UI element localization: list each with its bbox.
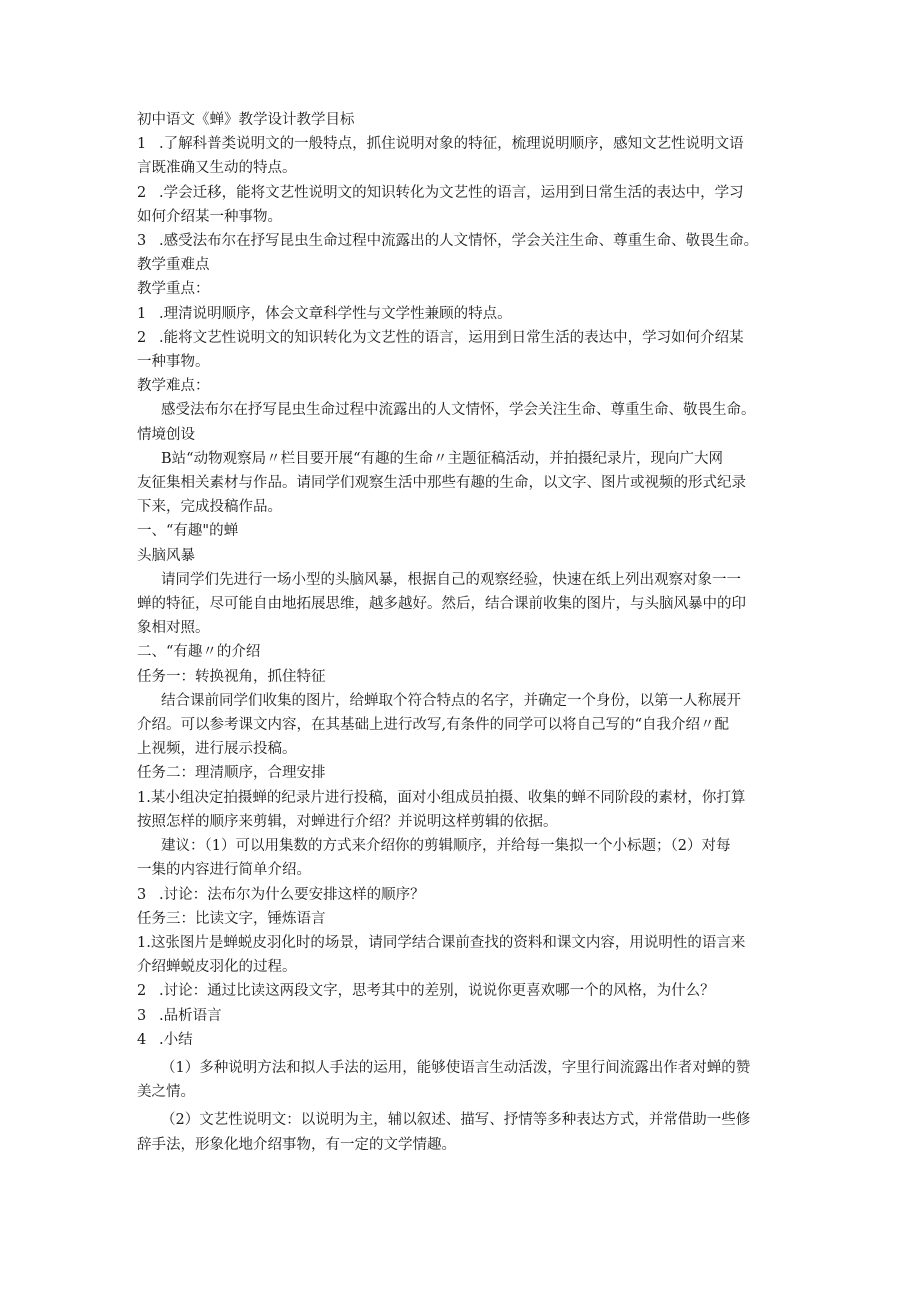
list-number: 3: [137, 886, 147, 903]
task-2-suggestion-line-1: 建议：（1）可以用集数的方式来介绍你的剪辑顺序，并给每一集拟一个小标题；（2）对每: [161, 838, 731, 855]
list-text: .能将文艺性说明文的知识转化为文艺性的语言，运用到日常生活的表达中，学习如何介绍某: [159, 329, 744, 346]
list-number: 3: [137, 1007, 147, 1024]
document-title: 初中语文《蝉》教学设计教学目标: [137, 112, 355, 128]
list-text: .讨论：通过比读这两段文字，思考其中的差别，说说你更喜欢哪一个的风格，为什么？: [159, 983, 715, 1000]
list-number: 4: [137, 1031, 147, 1048]
task-2-question-3: [137, 883, 797, 907]
section-heading-difficult: 教学难点：: [137, 378, 210, 395]
objective-3: [137, 229, 797, 253]
list-text: .品析语言: [159, 1007, 222, 1024]
objective-2: [137, 181, 797, 205]
part-1-heading: 一、“有趣"的蝉: [137, 523, 239, 540]
task-1-line-1: 结合课前同学们收集的图片，给蝉取个符合特点的名字，并确定一个身份，以第一人称展开: [161, 692, 741, 709]
task-3-question-4: [137, 1028, 797, 1052]
list-text: .感受法布尔在抒写昆虫生命过程中流露出的人文情怀，学会关注生命、尊重生命、敬畏生命。: [159, 233, 759, 250]
list-number: 2: [137, 329, 147, 346]
list-text: .了解科普类说明文的一般特点，抓住说明对象的特征，梳理说明顺序，感知文艺性说明文语: [159, 136, 744, 153]
task-2-heading: 任务二：理清顺序，合理安排: [137, 765, 326, 782]
objective-1-continued: 言既准确又生动的特点。: [137, 160, 297, 177]
brainstorm-heading: 头脑风暴: [137, 547, 195, 564]
brainstorm-line-1: 请同学们先进行一场小型的头脑风暴，根据自己的观察经验，快速在纸上列出观察对象一一: [161, 571, 741, 588]
task-3-question-1-line-1: 1.这张图片是蝉蜕皮羽化时的场景，请同学结合课前查找的资料和课文内容，用说明性的语言来: [137, 934, 746, 951]
list-number: 1: [137, 136, 147, 153]
list-number: 1: [137, 305, 147, 322]
task-3-question-3: [137, 1004, 797, 1028]
task-2-suggestion-line-2: 一集的内容进行简单介绍。: [137, 862, 311, 879]
scenario-line-2: 友征集相关素材与作品。请同学们观察生活中那些有趣的生命，以文字、图片或视频的形式纪录: [137, 475, 746, 492]
task-1-line-2: 介绍。可以参考课文内容，在其基础上进行改写,有条件的同学可以将自己写的“自我介绍〃配: [137, 717, 730, 734]
list-number: 3: [137, 233, 147, 250]
task-3-question-1-line-2: 介绍蝉蜕皮羽化的过程。: [137, 959, 297, 976]
task-1-heading: 任务一：转换视角，抓住特征: [137, 668, 326, 685]
summary-2-line-2: 辞手法，形象化地介绍事物，有一定的文学情趣。: [137, 1136, 456, 1153]
summary-2-line-1: （2）文艺性说明文：以说明为主，辅以叙述、描写、抒情等多种表达方式，并常借助一些修: [161, 1112, 751, 1129]
section-heading-scenario: 情境创设: [137, 426, 195, 443]
section-heading-key: 教学重点：: [137, 281, 210, 298]
section-heading-key-difficult: 教学重难点: [137, 257, 210, 274]
part-2-heading: 二、“有趣〃的介绍: [137, 644, 261, 661]
task-1-line-3: 上视频，进行展示投稿。: [137, 741, 297, 758]
document-page: [137, 108, 797, 1157]
task-2-question-1-line-1: 1.某小组决定拍摄蝉的纪录片进行投稿，面对小组成员拍摄、收集的蝉不同阶段的素材，你打算: [137, 789, 746, 806]
brainstorm-line-3: 象相对照。: [137, 620, 210, 637]
key-point-1: [137, 302, 797, 326]
scenario-line-1: B站“动物观察局〃栏目要开展“有趣的生命〃主题征稿活动，并拍摄纪录片，现向广大网: [161, 450, 723, 467]
difficult-text: 感受法布尔在抒写昆虫生命过程中流露出的人文情怀，学会关注生命、尊重生命、敬畏生命。: [161, 402, 756, 419]
list-number: 2: [137, 983, 147, 1000]
task-3-question-2: [137, 979, 797, 1003]
key-point-2-continued: 一种事物。: [137, 354, 210, 371]
list-text: .学会迁移，能将文艺性说明文的知识转化为文艺性的语言，运用到日常生活的表达中，学习: [159, 184, 744, 201]
task-3-heading: 任务三：比读文字，锤炼语言: [137, 910, 326, 927]
summary-1-line-1: （1）多种说明方法和拟人手法的运用，能够使语言生动活泼，字里行间流露出作者对蝉的赞: [161, 1059, 751, 1076]
summary-1-line-2: 美之情。: [137, 1084, 195, 1101]
task-2-question-1-line-2: 按照怎样的顺序来剪辑，对蝉进行介绍？并说明这样剪辑的依据。: [137, 813, 558, 830]
list-text: .小结: [159, 1031, 193, 1048]
scenario-line-3: 下来，完成投稿作品。: [137, 499, 282, 516]
objective-1: [137, 132, 797, 156]
list-number: 2: [137, 184, 147, 201]
objective-2-continued: 如何介绍某一种事物。: [137, 208, 282, 225]
list-text: .讨论：法布尔为什么要安排这样的顺序？: [159, 886, 425, 903]
list-text: .理清说明顺序，体会文章科学性与文学性兼顾的特点。: [159, 305, 512, 322]
brainstorm-line-2: 蝉的特征，尽可能自由地拓展思维，越多越好。然后，结合课前收集的图片，与头脑风暴中的印: [137, 596, 746, 613]
key-point-2: [137, 326, 797, 350]
